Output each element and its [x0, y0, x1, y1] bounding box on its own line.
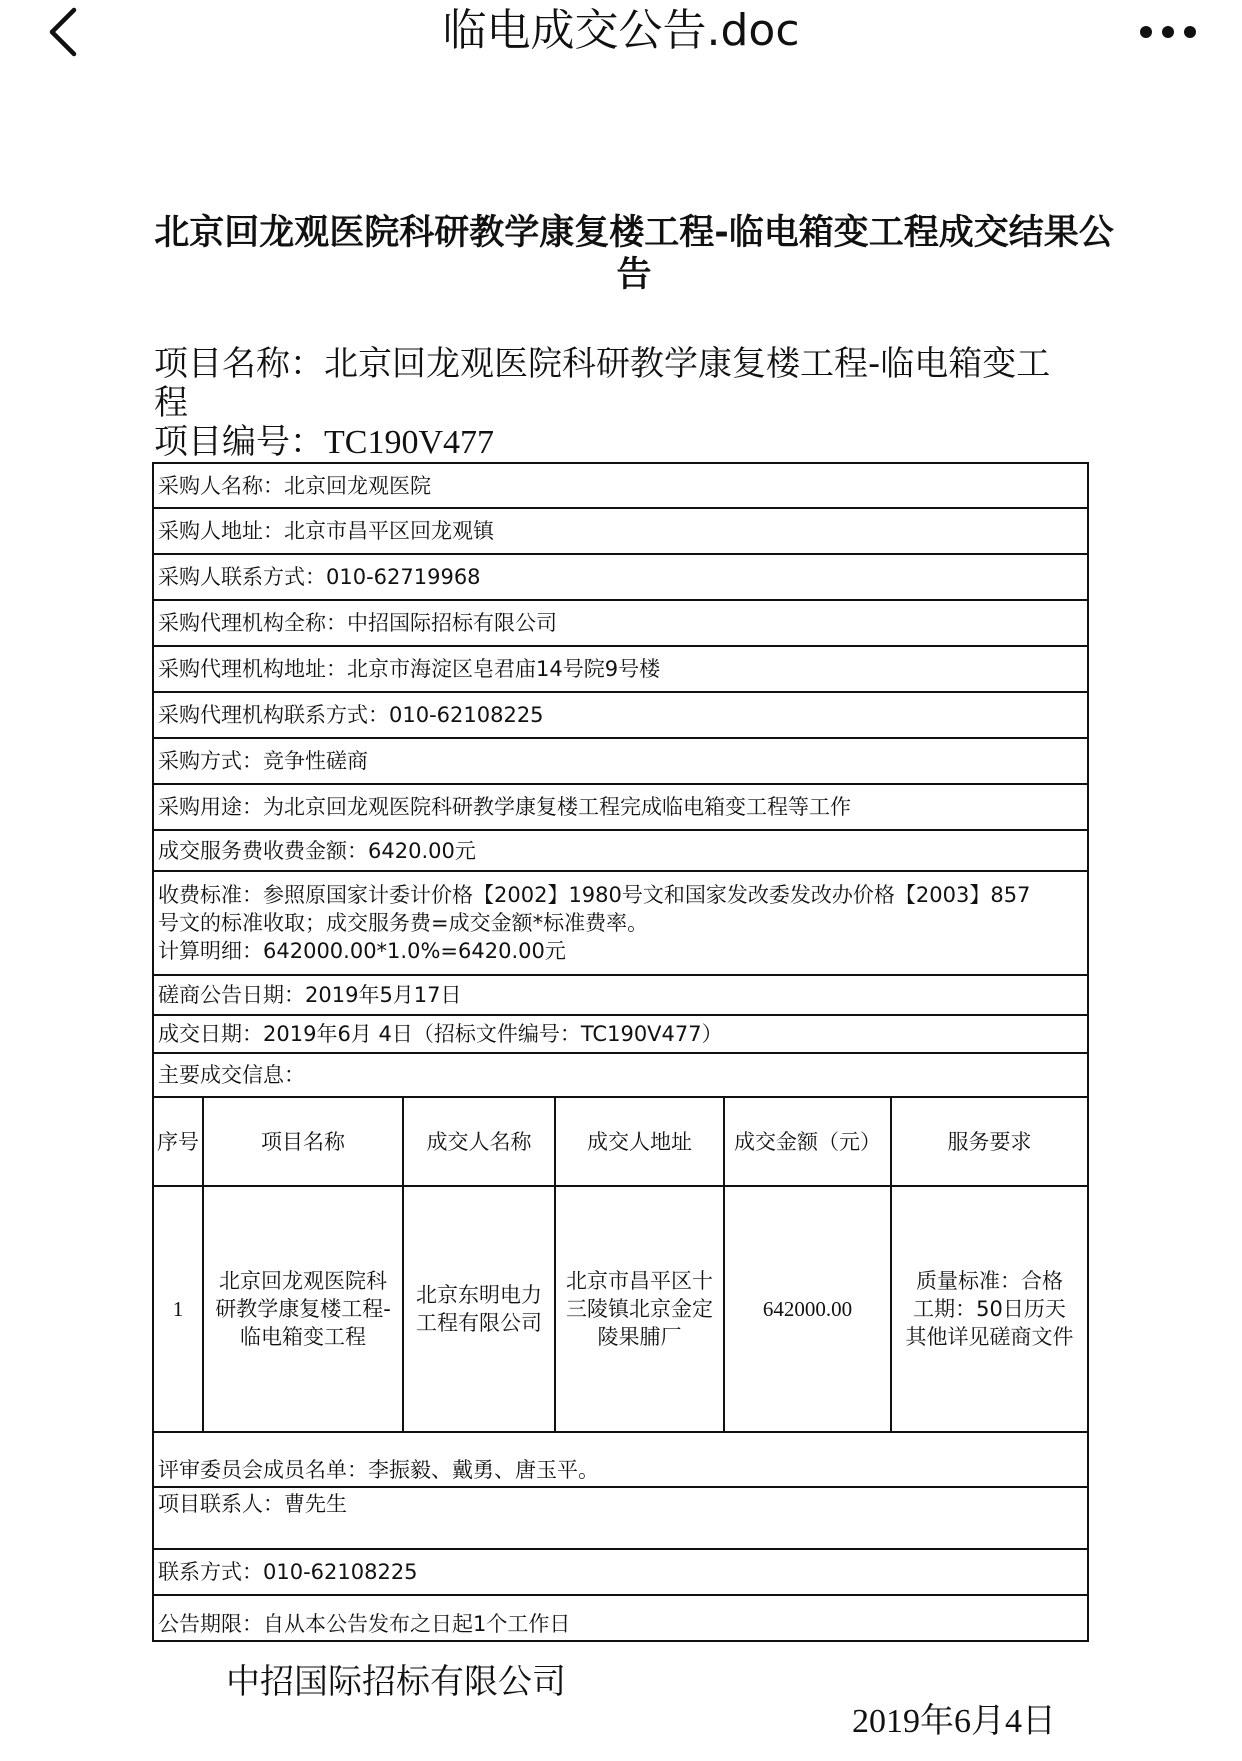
fee-standard-line-1: 收费标准：参照原国家计委计价格【2002】1980号文和国家发改委发改办价格【2003】857 — [158, 883, 1031, 907]
winner-line: 工程有限公司 — [416, 1311, 542, 1335]
deal-date-row: 成交日期：2019年6月 4日（招标文件编号：TC190V477） — [153, 1015, 1088, 1053]
service-line: 工期：50日历天 — [913, 1297, 1066, 1321]
project-name-line — [154, 345, 1074, 423]
header-service-requirements: 服务要求 — [891, 1097, 1088, 1186]
more-horizontal-icon — [1138, 16, 1198, 48]
header-winner-name: 成交人名称 — [403, 1097, 555, 1186]
header-winner-address: 成交人地址 — [555, 1097, 724, 1186]
header-project-name: 项目名称 — [203, 1097, 403, 1186]
project-name-value: 北京回龙观医院科研教学康复楼工程-临电箱变工程 — [154, 344, 1051, 423]
buyer-address-row: 采购人地址：北京市昌平区回龙观镇 — [153, 508, 1088, 554]
committee-row: 评审委员会成员名单：李振毅、戴勇、唐玉平。 — [153, 1432, 1088, 1487]
row-index: 1 — [153, 1186, 203, 1432]
buyer-name-row: 采购人名称：北京回龙观医院 — [153, 463, 1088, 508]
signature-company: 中招国际招标有限公司 — [226, 1662, 566, 1702]
back-button[interactable] — [44, 6, 84, 58]
signature-date: 2019年6月4日 — [852, 1703, 1056, 1740]
address-line: 陵果脯厂 — [597, 1325, 682, 1349]
address-line: 北京市昌平区十 — [566, 1269, 713, 1293]
service-line: 质量标准：合格 — [916, 1269, 1064, 1293]
row-winner-name — [403, 1186, 555, 1432]
header-amount: 成交金额（元） — [724, 1097, 891, 1186]
project-line: 研教学康复楼工程- — [215, 1297, 391, 1321]
project-line: 临电箱变工程 — [240, 1325, 366, 1349]
deal-table-header — [153, 1097, 1088, 1186]
header-index: 序号 — [153, 1097, 203, 1186]
document-title: 北京回龙观医院科研教学康复楼工程-临电箱变工程成交结果公告 — [154, 213, 1114, 295]
project-line: 北京回龙观医院科 — [219, 1269, 387, 1293]
winner-line: 北京东明电力 — [416, 1283, 542, 1307]
address-line: 三陵镇北京金定 — [566, 1297, 713, 1321]
fee-standard-row — [153, 871, 1088, 975]
period-row: 公告期限：自从本公告发布之日起1个工作日 — [153, 1595, 1088, 1641]
row-service-requirements — [891, 1186, 1088, 1432]
agency-name-row: 采购代理机构全称：中招国际招标有限公司 — [153, 600, 1088, 646]
agency-address-row: 采购代理机构地址：北京市海淀区皂君庙14号院9号楼 — [153, 646, 1088, 692]
deal-table-row — [153, 1186, 1088, 1432]
service-line: 其他详见磋商文件 — [905, 1325, 1074, 1349]
chevron-left-icon — [44, 6, 84, 58]
project-code-value: TC190V477 — [324, 424, 494, 461]
project-code-line — [154, 423, 494, 462]
file-title: 临电成交公告.doc — [442, 5, 800, 56]
main-info-row: 主要成交信息： — [153, 1053, 1088, 1097]
row-project-name — [203, 1186, 403, 1432]
more-button[interactable] — [1138, 16, 1198, 48]
buyer-contact-row: 采购人联系方式：010-62719968 — [153, 554, 1088, 600]
consult-date-row: 磋商公告日期：2019年5月17日 — [153, 975, 1088, 1015]
announcement-table — [152, 462, 1089, 1642]
purpose-row: 采购用途：为北京回龙观医院科研教学康复楼工程完成临电箱变工程等工作 — [153, 784, 1088, 830]
row-amount: 642000.00 — [724, 1186, 891, 1432]
top-nav-bar — [0, 0, 1242, 64]
contact-phone-row: 联系方式：010-62108225 — [153, 1549, 1088, 1595]
project-code-label: 项目编号： — [154, 422, 324, 462]
project-name-label: 项目名称： — [154, 344, 324, 384]
row-winner-address — [555, 1186, 724, 1432]
agency-contact-row: 采购代理机构联系方式：010-62108225 — [153, 692, 1088, 738]
fee-calculation-line: 计算明细：642000.00*1.0%=6420.00元 — [158, 939, 566, 963]
contact-person-row: 项目联系人：曹先生 — [153, 1487, 1088, 1549]
service-fee-row: 成交服务费收费金额：6420.00元 — [153, 830, 1088, 871]
method-row: 采购方式：竞争性磋商 — [153, 738, 1088, 784]
fee-standard-line-2: 号文的标准收取；成交服务费=成交金额*标准费率。 — [158, 911, 649, 935]
